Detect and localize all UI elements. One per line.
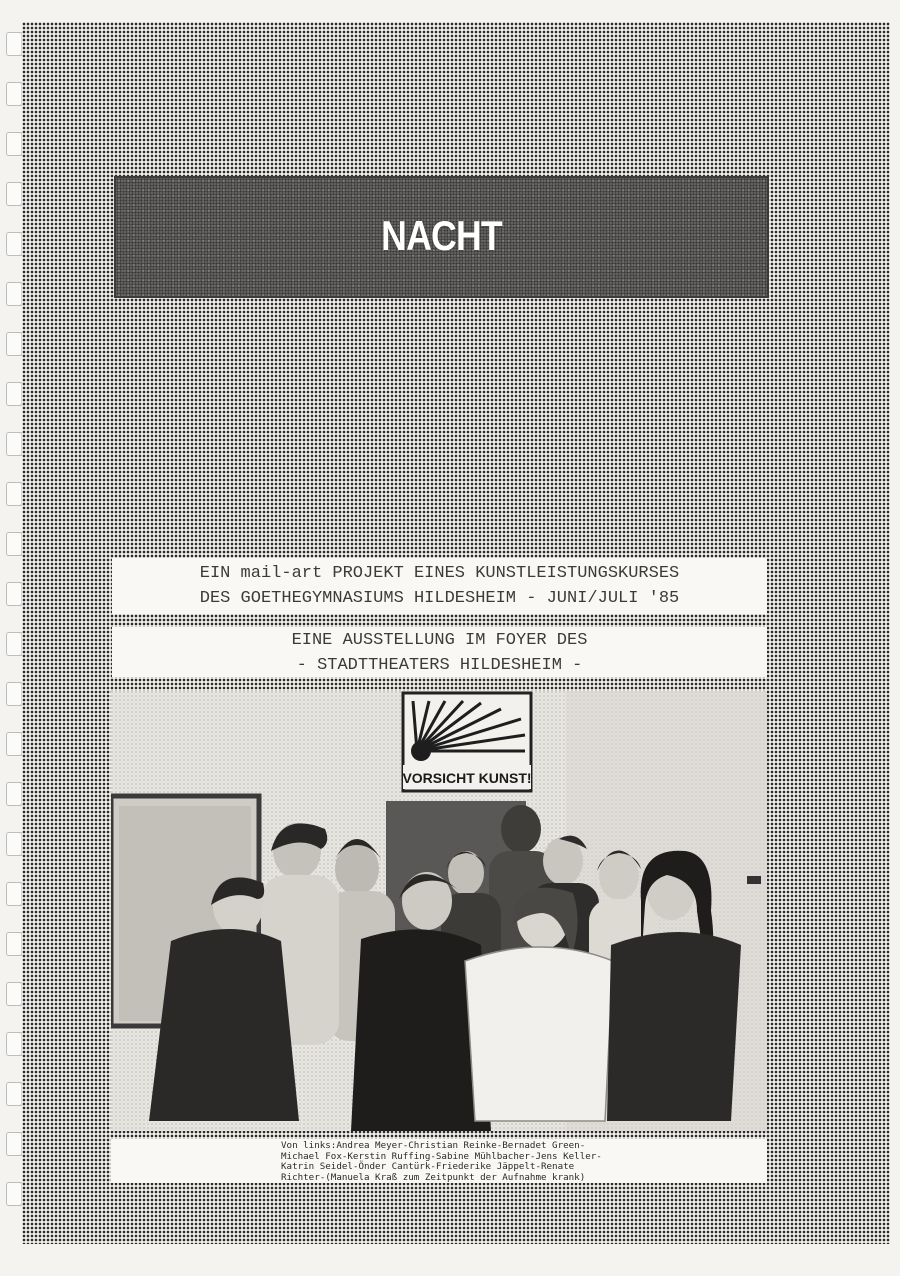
project-description bbox=[112, 558, 767, 614]
project-line-1: EIN mail-art PROJEKT EINES KUNSTLEISTUNGSKURSES bbox=[199, 564, 680, 583]
caption-line-4: Richter-(Manuela Kraß zum Zeitpunkt der Aufnahme krank) bbox=[281, 1171, 586, 1183]
caption-line-2: Michael Fox-Kerstin Ruffing-Sabine Mühlbacher-Jens Keller- bbox=[281, 1150, 602, 1162]
exhibition-line-2: - STADTTHEATERS HILDESHEIM - bbox=[296, 656, 583, 675]
sign-text: VORSICHT KUNST! bbox=[402, 770, 532, 786]
exhibition-description bbox=[112, 627, 767, 677]
exhibition-line-1: EINE AUSSTELLUNG IM FOYER DES bbox=[291, 631, 588, 650]
caption-line-1: Von links:Andrea Meyer-Christian Reinke-Bernadet Green- bbox=[281, 1140, 586, 1151]
photo-caption bbox=[111, 1139, 767, 1183]
page-title: NACHT bbox=[381, 212, 502, 259]
vorsicht-kunst-sign bbox=[402, 693, 531, 791]
group-photo bbox=[111, 691, 767, 1131]
title-banner bbox=[114, 176, 769, 298]
project-line-2: DES GOETHEGYMNASIUMS HILDESHEIM - JUNI/JULI '85 bbox=[199, 589, 680, 608]
caption-line-3: Katrin Seidel-Önder Cantürk-Friederike Jäppelt-Renate bbox=[281, 1161, 575, 1173]
